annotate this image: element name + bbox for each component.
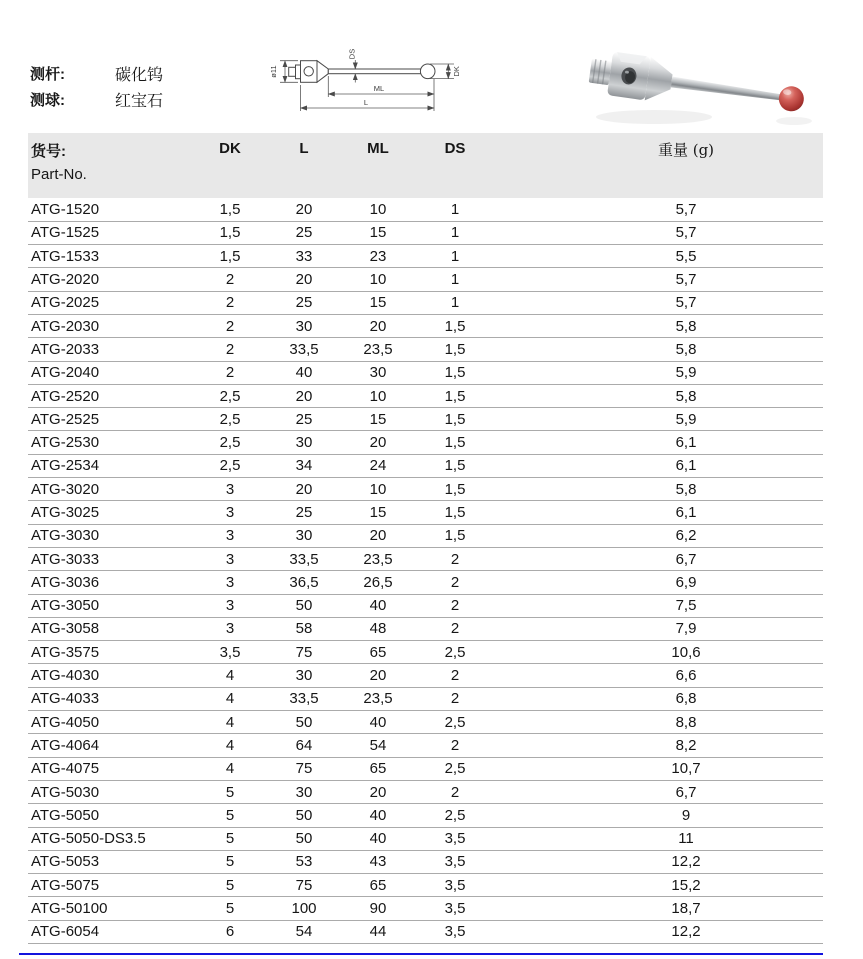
table-cell: 5 [186, 780, 274, 803]
table-cell: 30 [334, 361, 422, 384]
table-cell: ATG-4030 [28, 664, 186, 687]
table-cell: 4 [186, 757, 274, 780]
table-cell: 5,9 [488, 408, 823, 431]
table-cell: 2 [422, 547, 488, 570]
shaft-value: 碳化钨 [115, 64, 164, 84]
table-cell: 44 [334, 920, 422, 943]
table-cell: 3,5 [422, 850, 488, 873]
table-cell: 6,1 [488, 431, 823, 454]
table-cell: 75 [274, 757, 334, 780]
table-cell: 58 [274, 617, 334, 640]
table-cell: 64 [274, 734, 334, 757]
table-cell: ATG-2520 [28, 384, 186, 407]
table-cell: 2,5 [422, 757, 488, 780]
table-cell: 5,8 [488, 384, 823, 407]
table-cell: 50 [274, 804, 334, 827]
table-row [28, 757, 823, 780]
table-cell: 20 [274, 478, 334, 501]
table-cell: ATG-5050-DS3.5 [28, 827, 186, 850]
table-row [28, 524, 823, 547]
table-cell: 6,9 [488, 571, 823, 594]
table-cell: 20 [334, 314, 422, 337]
table-cell: 3 [186, 571, 274, 594]
table-cell: ATG-4050 [28, 711, 186, 734]
table-cell: ATG-5030 [28, 780, 186, 803]
table-row [28, 874, 823, 897]
column-header-ml: ML [334, 133, 422, 198]
table-row [28, 408, 823, 431]
table-cell: 3 [186, 547, 274, 570]
table-cell: 25 [274, 501, 334, 524]
table-row [28, 687, 823, 710]
table-cell: 20 [334, 780, 422, 803]
table-cell: 2,5 [186, 408, 274, 431]
column-header-dk: DK [186, 133, 274, 198]
table-cell: 75 [274, 641, 334, 664]
table-cell: 5 [186, 897, 274, 920]
table-cell: 6,1 [488, 501, 823, 524]
table-cell: 30 [274, 314, 334, 337]
table-header [28, 133, 823, 198]
table-cell: ATG-50100 [28, 897, 186, 920]
table-cell: 10,7 [488, 757, 823, 780]
table-cell: ATG-5075 [28, 874, 186, 897]
table-cell: 54 [334, 734, 422, 757]
ball-value: 红宝石 [115, 90, 164, 110]
material-row-shaft [30, 60, 163, 86]
table-cell: 50 [274, 827, 334, 850]
table-cell: 20 [334, 524, 422, 547]
table-cell: 50 [274, 711, 334, 734]
table-cell: ATG-1520 [28, 198, 186, 221]
table-cell: 3,5 [422, 897, 488, 920]
column-header-weight: 重量 (g) [488, 133, 823, 198]
table-cell: 24 [334, 454, 422, 477]
stylus-dimension-diagram-icon [262, 33, 478, 129]
material-row-ball [30, 86, 163, 112]
parts-table [28, 133, 823, 944]
table-cell: 3,5 [422, 827, 488, 850]
table-cell: 75 [274, 874, 334, 897]
table-cell: ATG-2020 [28, 268, 186, 291]
stylus-product-photo [562, 15, 860, 137]
diagram-label-dk: DK [452, 66, 461, 77]
table-row [28, 338, 823, 361]
table-row [28, 198, 823, 221]
table-row [28, 594, 823, 617]
table-cell: 1 [422, 198, 488, 221]
table-cell: ATG-6054 [28, 920, 186, 943]
table-cell: 7,9 [488, 617, 823, 640]
table-row [28, 221, 823, 244]
table-cell: 7,5 [488, 594, 823, 617]
column-header-ds: DS [422, 133, 488, 198]
table-cell: 34 [274, 454, 334, 477]
table-cell: 3 [186, 524, 274, 547]
table-cell: 53 [274, 850, 334, 873]
table-cell: ATG-2033 [28, 338, 186, 361]
table-cell: 5,7 [488, 268, 823, 291]
table-cell: 1,5 [422, 524, 488, 547]
table-cell: 18,7 [488, 897, 823, 920]
table-cell: 2 [422, 594, 488, 617]
table-cell: ATG-2530 [28, 431, 186, 454]
table-cell: 23 [334, 245, 422, 268]
table-cell: ATG-2040 [28, 361, 186, 384]
table-cell: 6,8 [488, 687, 823, 710]
table-cell: 20 [274, 384, 334, 407]
table-cell: ATG-5050 [28, 804, 186, 827]
table-cell: 33,5 [274, 338, 334, 361]
table-cell: 4 [186, 687, 274, 710]
table-cell: 2 [186, 268, 274, 291]
table-row [28, 804, 823, 827]
table-cell: 26,5 [334, 571, 422, 594]
table-cell: 40 [334, 594, 422, 617]
table-row [28, 711, 823, 734]
table-cell: 40 [334, 711, 422, 734]
table-cell: 2,5 [186, 454, 274, 477]
table-cell: 1 [422, 221, 488, 244]
table-cell: 2 [186, 291, 274, 314]
table-cell: ATG-4064 [28, 734, 186, 757]
table-cell: 33 [274, 245, 334, 268]
table-cell: 2,5 [422, 641, 488, 664]
table-cell: 48 [334, 617, 422, 640]
table-cell: 5,7 [488, 291, 823, 314]
table-row [28, 454, 823, 477]
table-cell: 40 [274, 361, 334, 384]
table-cell: 23,5 [334, 687, 422, 710]
table-cell: ATG-3036 [28, 571, 186, 594]
table-cell: ATG-1533 [28, 245, 186, 268]
part-no-label-en: Part-No. [31, 166, 87, 183]
diagram-label-l: L [363, 98, 369, 107]
table-row [28, 920, 823, 943]
table-cell: 43 [334, 850, 422, 873]
table-cell: 23,5 [334, 338, 422, 361]
table-cell: 65 [334, 641, 422, 664]
table-cell: ATG-4033 [28, 687, 186, 710]
part-no-label-cn: 货号: [31, 143, 66, 160]
table-cell: 50 [274, 594, 334, 617]
table-cell: 2 [422, 617, 488, 640]
table-cell: 30 [274, 780, 334, 803]
table-cell: 5 [186, 874, 274, 897]
column-header-part-no [28, 133, 186, 198]
table-cell: 4 [186, 711, 274, 734]
table-cell: 15 [334, 501, 422, 524]
table-cell: 4 [186, 734, 274, 757]
table-row [28, 501, 823, 524]
table-cell: ATG-3020 [28, 478, 186, 501]
table-cell: 15,2 [488, 874, 823, 897]
table-cell: 40 [334, 804, 422, 827]
table-row [28, 571, 823, 594]
diagram-label-ml: ML [373, 84, 385, 93]
table-cell: 1,5 [186, 245, 274, 268]
table-cell: ATG-2025 [28, 291, 186, 314]
table-cell: 20 [334, 431, 422, 454]
table-row [28, 547, 823, 570]
table-cell: ATG-3030 [28, 524, 186, 547]
table-cell: 30 [274, 431, 334, 454]
table-cell: 1,5 [422, 501, 488, 524]
table-cell: 5,8 [488, 338, 823, 361]
table-cell: ATG-2534 [28, 454, 186, 477]
table-body [28, 198, 823, 944]
table-cell: 33,5 [274, 687, 334, 710]
table-cell: 5,5 [488, 245, 823, 268]
table-row [28, 641, 823, 664]
table-cell: 2 [422, 571, 488, 594]
table-cell: 20 [334, 664, 422, 687]
table-cell: 1,5 [422, 478, 488, 501]
table-cell: 3,5 [422, 920, 488, 943]
table-row [28, 780, 823, 803]
table-cell: 1,5 [422, 408, 488, 431]
table-cell: 2 [422, 780, 488, 803]
table-cell: 90 [334, 897, 422, 920]
table-cell: 1 [422, 245, 488, 268]
table-cell: ATG-3575 [28, 641, 186, 664]
table-cell: 2 [422, 664, 488, 687]
table-cell: ATG-5053 [28, 850, 186, 873]
table-cell: 6,2 [488, 524, 823, 547]
table-row [28, 245, 823, 268]
table-cell: 3,5 [186, 641, 274, 664]
table-cell: 2 [186, 361, 274, 384]
table-cell: 8,8 [488, 711, 823, 734]
table-cell: 10 [334, 384, 422, 407]
table-cell: 2,5 [186, 384, 274, 407]
table-row [28, 314, 823, 337]
table-cell: 10 [334, 198, 422, 221]
table-row [28, 850, 823, 873]
table-cell: 8,2 [488, 734, 823, 757]
table-cell: 5,7 [488, 198, 823, 221]
table-cell: 36,5 [274, 571, 334, 594]
table-cell: 15 [334, 291, 422, 314]
table-cell: 1,5 [186, 198, 274, 221]
table-cell: ATG-2030 [28, 314, 186, 337]
table-cell: 1 [422, 268, 488, 291]
table-cell: 12,2 [488, 920, 823, 943]
table-cell: 20 [274, 268, 334, 291]
table-row [28, 361, 823, 384]
table-cell: 11 [488, 827, 823, 850]
table-cell: 1 [422, 291, 488, 314]
table-cell: ATG-2525 [28, 408, 186, 431]
table-row [28, 827, 823, 850]
table-cell: 15 [334, 408, 422, 431]
table-cell: 15 [334, 221, 422, 244]
table-cell: ATG-4075 [28, 757, 186, 780]
table-cell: 1,5 [422, 384, 488, 407]
table-cell: 4 [186, 664, 274, 687]
table-cell: 6,7 [488, 780, 823, 803]
diagram-label-ds: DS [347, 48, 357, 60]
table-cell: 3 [186, 594, 274, 617]
table-cell: 100 [274, 897, 334, 920]
table-cell: 25 [274, 408, 334, 431]
table-cell: ATG-3025 [28, 501, 186, 524]
diagram-label-body-diameter: ø11 [269, 65, 278, 78]
table-row [28, 734, 823, 757]
table-cell: 1,5 [422, 431, 488, 454]
table-cell: ATG-3033 [28, 547, 186, 570]
table-cell: 6,7 [488, 547, 823, 570]
table-cell: 25 [274, 221, 334, 244]
table-cell: ATG-3058 [28, 617, 186, 640]
table-cell: 1,5 [422, 454, 488, 477]
table-cell: 5 [186, 804, 274, 827]
table-cell: 2 [186, 314, 274, 337]
material-specs [30, 60, 163, 112]
table-cell: 3,5 [422, 874, 488, 897]
table-cell: 65 [334, 757, 422, 780]
table-cell: 5,7 [488, 221, 823, 244]
table-cell: 3 [186, 617, 274, 640]
table-cell: 25 [274, 291, 334, 314]
column-header-l: L [274, 133, 334, 198]
table-row [28, 268, 823, 291]
table-cell: 12,2 [488, 850, 823, 873]
table-cell: 2,5 [186, 431, 274, 454]
table-cell: 5,8 [488, 314, 823, 337]
table-cell: 6 [186, 920, 274, 943]
table-row [28, 431, 823, 454]
ball-label: 测球: [30, 91, 65, 109]
table-cell: 5 [186, 850, 274, 873]
table-cell: 40 [334, 827, 422, 850]
table-cell: 20 [274, 198, 334, 221]
table-cell: 1,5 [422, 314, 488, 337]
table-cell: 3 [186, 501, 274, 524]
table-cell: 1,5 [422, 338, 488, 361]
table-cell: 5,9 [488, 361, 823, 384]
table-row [28, 384, 823, 407]
table-cell: 2,5 [422, 804, 488, 827]
table-cell: 1,5 [422, 361, 488, 384]
table-cell: 30 [274, 664, 334, 687]
table-cell: 10 [334, 478, 422, 501]
table-cell: 10 [334, 268, 422, 291]
table-cell: 2 [422, 687, 488, 710]
table-cell: 2,5 [422, 711, 488, 734]
table-cell: 54 [274, 920, 334, 943]
table-row [28, 291, 823, 314]
table-cell: 33,5 [274, 547, 334, 570]
table-row [28, 617, 823, 640]
table-cell: 1,5 [186, 221, 274, 244]
table-cell: 10,6 [488, 641, 823, 664]
table-row [28, 897, 823, 920]
table-cell: 5,8 [488, 478, 823, 501]
table-row [28, 664, 823, 687]
table-cell: 6,6 [488, 664, 823, 687]
table-cell: ATG-3050 [28, 594, 186, 617]
table-cell: 6,1 [488, 454, 823, 477]
table-cell: ATG-1525 [28, 221, 186, 244]
shaft-label: 测杆: [30, 65, 65, 83]
table-cell: 30 [274, 524, 334, 547]
table-cell: 3 [186, 478, 274, 501]
table-cell: 2 [186, 338, 274, 361]
table-cell: 9 [488, 804, 823, 827]
table-cell: 23,5 [334, 547, 422, 570]
table-cell: 5 [186, 827, 274, 850]
table-cell: 2 [422, 734, 488, 757]
bottom-divider [19, 953, 823, 955]
table-row [28, 478, 823, 501]
table-cell: 65 [334, 874, 422, 897]
